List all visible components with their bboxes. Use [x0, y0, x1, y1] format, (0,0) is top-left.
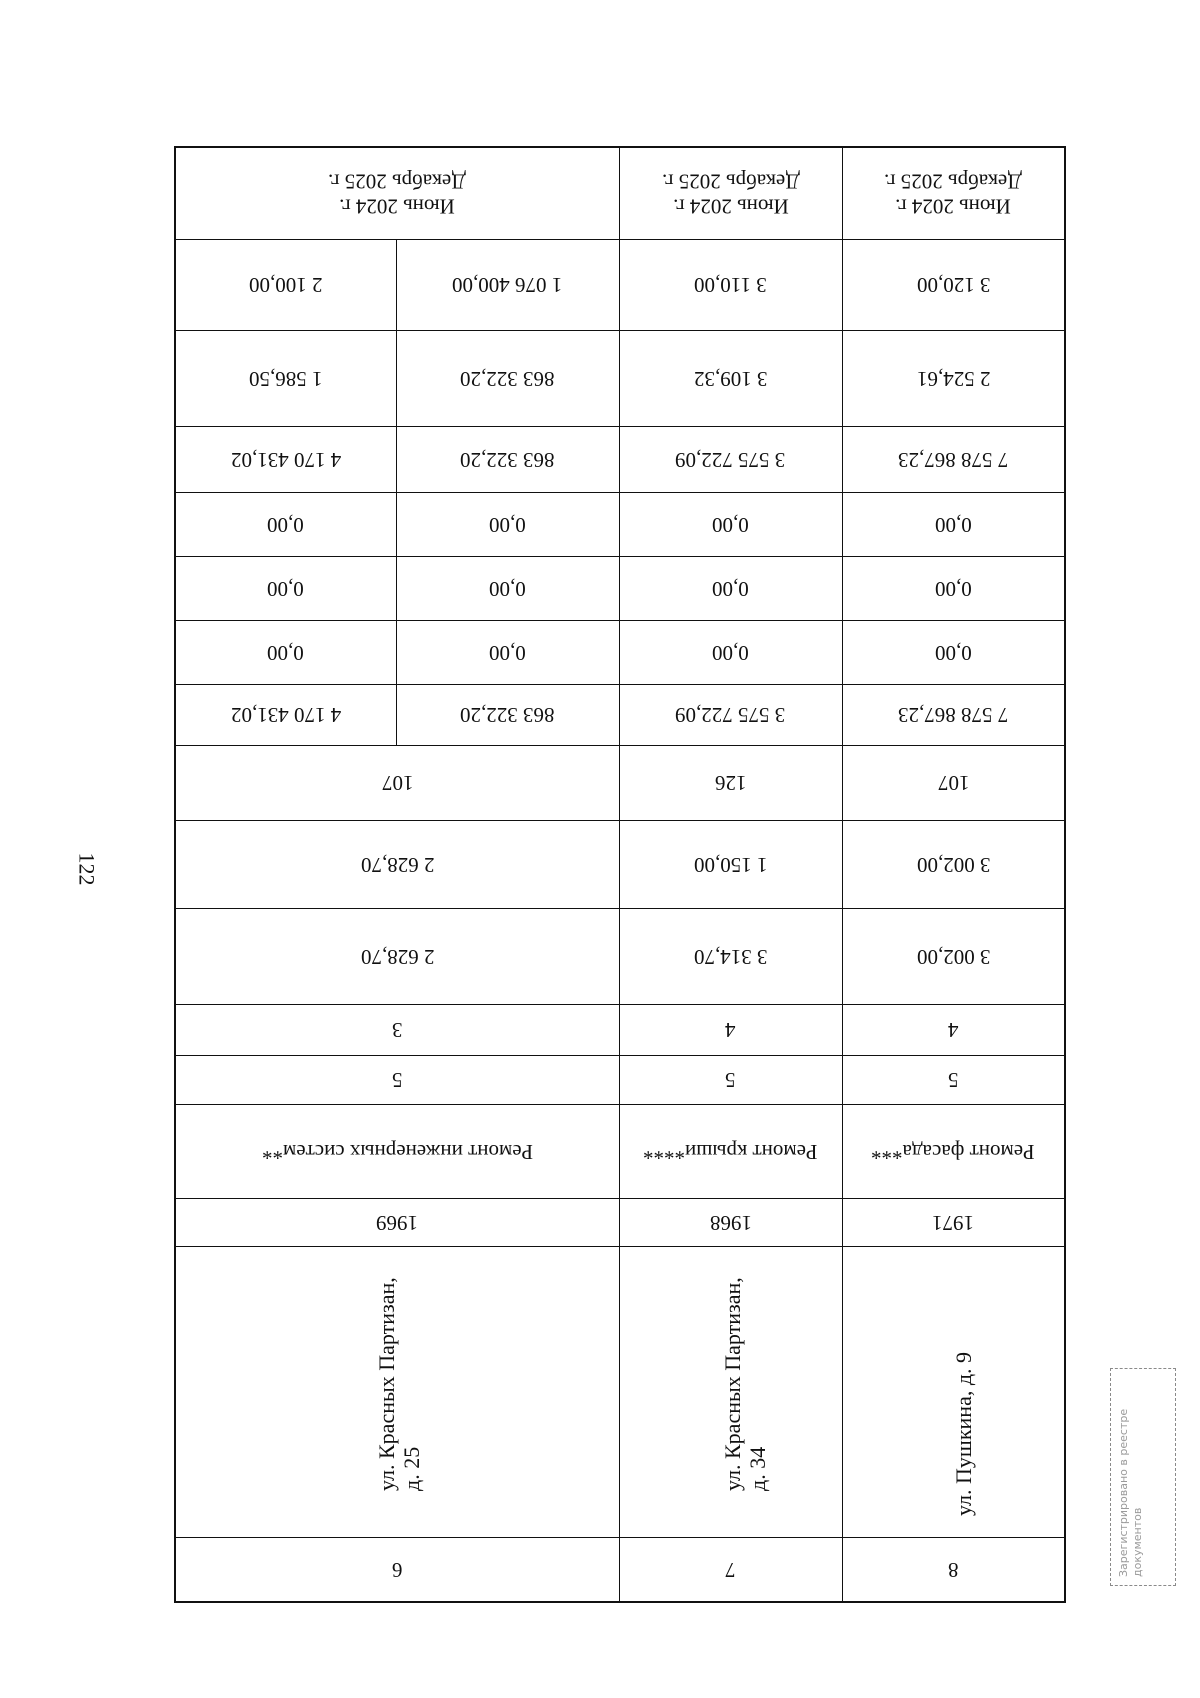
cell-unit-6a: 863 322,20 — [396, 331, 619, 427]
cell-c5-6: 5 — [175, 1055, 619, 1104]
rotated-table — [174, 146, 1064, 1603]
cell-total-6a: 863 322,20 — [396, 427, 619, 492]
table-row-address — [175, 1247, 1065, 1538]
table-row-zero-2 — [175, 556, 1065, 620]
table-row-sum — [175, 685, 1065, 745]
cell-sum-7: 3 575 722,09 — [619, 685, 842, 745]
cell-unit-7: 3 109,32 — [619, 331, 842, 427]
cell-n-8: 107 — [842, 745, 1065, 820]
cell-max-6b: 2 100,00 — [175, 239, 396, 330]
table-row-number — [175, 1538, 1065, 1602]
cell-max-6a: 1 076 400,00 — [396, 239, 619, 330]
cell-work-8: Ремонт фасада*** — [842, 1104, 1065, 1198]
cell-address-8: ул. Пушкина, д. 9 — [842, 1247, 1065, 1538]
table-row-year — [175, 1199, 1065, 1247]
table-row-max-cost — [175, 239, 1065, 330]
table-row-cost-2 — [175, 820, 1065, 908]
cell-year-7: 1968 — [619, 1199, 842, 1247]
cell-address-7: ул. Красных Партизан, д. 34 — [619, 1247, 842, 1538]
table-row-total — [175, 427, 1065, 492]
cell-total-8: 7 578 867,23 — [842, 427, 1065, 492]
cell-work-6: Ремонт инженерных систем** — [175, 1104, 619, 1198]
table-row-zero-1 — [175, 492, 1065, 556]
table-row-count — [175, 745, 1065, 820]
cell-cost1-8: 3 002,00 — [842, 909, 1065, 1005]
cell-num-8: 8 — [842, 1538, 1065, 1602]
cell-z3-7: 0,00 — [619, 621, 842, 685]
cell-work-7: Ремонт крыши**** — [619, 1104, 842, 1198]
cell-address-6: ул. Красных Партизан, д. 25 — [175, 1247, 619, 1538]
cell-sum-8: 7 578 867,23 — [842, 685, 1065, 745]
table-row-unit-cost — [175, 331, 1065, 427]
table-row-col-5 — [175, 1055, 1065, 1104]
page-number: 122 — [74, 852, 100, 886]
capital-repair-table — [174, 146, 1066, 1603]
cell-z2-8: 0,00 — [842, 556, 1065, 620]
cell-z1-6a: 0,00 — [396, 492, 619, 556]
cell-cost1-6: 2 628,70 — [175, 909, 619, 1005]
cell-z3-8: 0,00 — [842, 621, 1065, 685]
cell-period-6: Июнь 2024 г. Декабрь 2025 г. — [175, 147, 619, 239]
cell-z2-6b: 0,00 — [175, 556, 396, 620]
cell-c5-7: 5 — [619, 1055, 842, 1104]
cell-period-8: Июнь 2024 г. Декабрь 2025 г. — [842, 147, 1065, 239]
registration-stamp: Зарегистрировано в реестре документов — [1110, 1368, 1176, 1586]
cell-unit-6b: 1 586,50 — [175, 331, 396, 427]
table-row-work-type — [175, 1104, 1065, 1198]
cell-year-8: 1971 — [842, 1199, 1065, 1247]
cell-n-6: 107 — [175, 745, 619, 820]
cell-cost2-6: 2 628,70 — [175, 820, 619, 908]
cell-max-8: 3 120,00 — [842, 239, 1065, 330]
cell-n-7: 126 — [619, 745, 842, 820]
cell-total-7: 3 575 722,09 — [619, 427, 842, 492]
cell-max-7: 3 110,00 — [619, 239, 842, 330]
cell-cost1-7: 3 314,70 — [619, 909, 842, 1005]
cell-period-7: Июнь 2024 г. Декабрь 2025 г. — [619, 147, 842, 239]
cell-z2-7: 0,00 — [619, 556, 842, 620]
table-row-period — [175, 147, 1065, 239]
cell-z1-7: 0,00 — [619, 492, 842, 556]
table-row-col-4 — [175, 1005, 1065, 1055]
cell-z3-6a: 0,00 — [396, 621, 619, 685]
cell-num-6: 6 — [175, 1538, 619, 1602]
cell-num-7: 7 — [619, 1538, 842, 1602]
cell-z2-6a: 0,00 — [396, 556, 619, 620]
cell-z1-8: 0,00 — [842, 492, 1065, 556]
cell-c4-8: 4 — [842, 1005, 1065, 1055]
table-row-zero-3 — [175, 621, 1065, 685]
table-row-cost-1 — [175, 909, 1065, 1005]
cell-unit-8: 2 524,61 — [842, 331, 1065, 427]
cell-sum-6a: 863 322,20 — [396, 685, 619, 745]
cell-c5-8: 5 — [842, 1055, 1065, 1104]
cell-z1-6b: 0,00 — [175, 492, 396, 556]
cell-c4-6: 3 — [175, 1005, 619, 1055]
cell-c4-7: 4 — [619, 1005, 842, 1055]
cell-cost2-8: 3 002,00 — [842, 820, 1065, 908]
cell-total-6b: 4 170 431,02 — [175, 427, 396, 492]
cell-z3-6b: 0,00 — [175, 621, 396, 685]
cell-sum-6b: 4 170 431,02 — [175, 685, 396, 745]
cell-cost2-7: 1 150,00 — [619, 820, 842, 908]
cell-year-6: 1969 — [175, 1199, 619, 1247]
